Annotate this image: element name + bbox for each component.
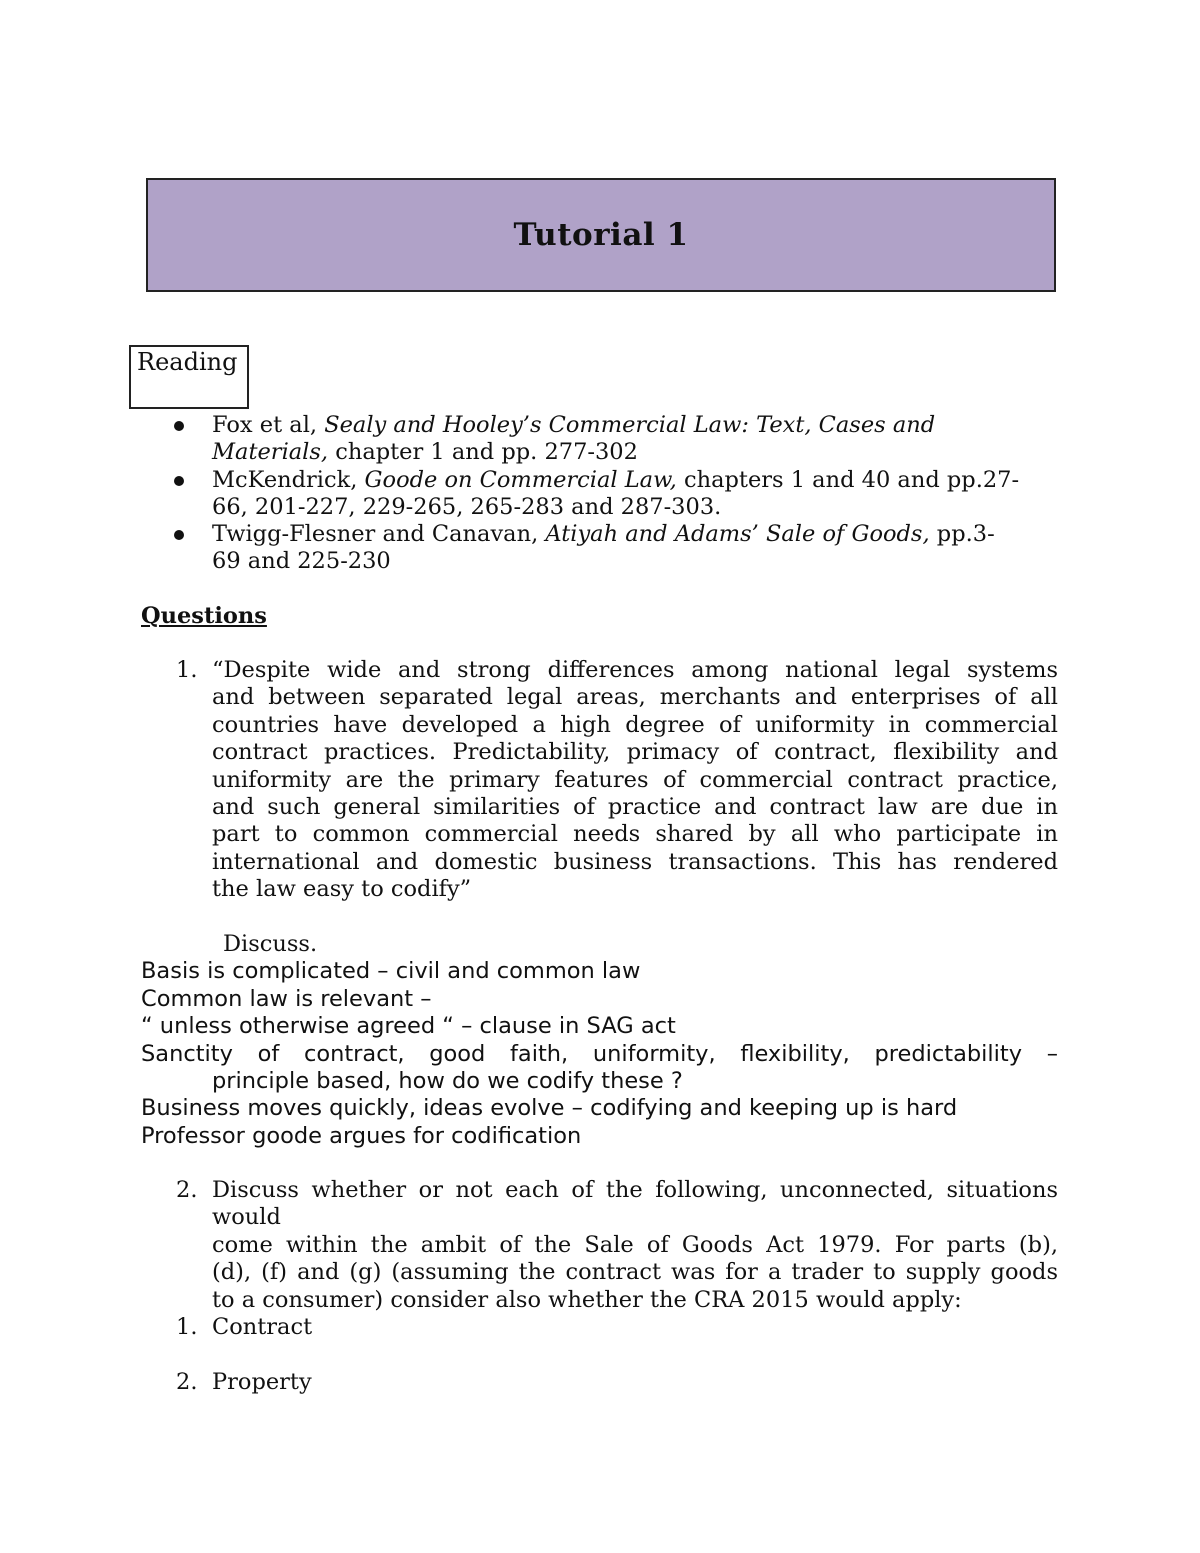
reading-label-box: [129, 345, 249, 409]
note-line: principle based, how do we codify these ?: [212, 1068, 683, 1094]
question-1-text: “Despite wide and strong differences among national legal systems and between separated legal areas, merchants and enterprises of all countries have developed a high degree of uniformity in commercial contract practices. Predictability, primacy of contract, flexibility and uniformity are the primary features of commercial contract practice, and such general similarities of practice and contract law are due in part to common commercial needs shared by all who participate in international and domestic business transactions. This has rendered the law easy to codify”: [212, 657, 1058, 903]
reading-item-2: McKendrick, Goode on Commercial Law, chapters 1 and 40 and pp.27-: [212, 467, 1020, 493]
note-line: Common law is relevant –: [141, 986, 432, 1012]
sub-item-1-number: 1.: [176, 1314, 198, 1340]
reading-item-2-cont: 66, 201-227, 229-265, 265-283 and 287-303.: [212, 494, 722, 520]
sub-item-1-label: Contract: [212, 1314, 313, 1340]
question-1-discuss: Discuss.: [223, 931, 318, 957]
sub-item-2-number: 2.: [176, 1369, 198, 1395]
note-line: Basis is complicated – civil and common law: [141, 958, 641, 984]
page-title: Tutorial 1: [513, 217, 689, 253]
reading-item-1: Fox et al, Sealy and Hooley’s Commercial Law: Text, Cases and: [212, 412, 936, 438]
question-2-text: Discuss whether or not each of the following, unconnected, situations would come within the ambit of the Sale of Goods Act 1979. For parts (b), (d), (f) and (g) (assuming the contract was for a trader to supply goods to a consumer) consider also whether the CRA 2015 would apply:: [212, 1177, 1058, 1313]
reading-label: Reading: [137, 348, 238, 376]
note-line: Sanctity of contract, good faith, uniformity, flexibility, predictability –: [141, 1041, 1058, 1067]
bullet-icon: [174, 530, 184, 540]
question-1-number: 1.: [176, 657, 198, 683]
sub-item-2-label: Property: [212, 1369, 312, 1395]
bullet-icon: [174, 421, 184, 431]
questions-heading: Questions: [141, 603, 267, 629]
bullet-icon: [174, 476, 184, 486]
note-line: Business moves quickly, ideas evolve – codifying and keeping up is hard: [141, 1095, 958, 1121]
note-line: Professor goode argues for codification: [141, 1123, 582, 1149]
reading-item-3: Twigg-Flesner and Canavan, Atiyah and Adams’ Sale of Goods, pp.3-: [212, 521, 995, 547]
note-line: “ unless otherwise agreed “ – clause in SAG act: [141, 1013, 676, 1039]
title-box: [146, 178, 1056, 292]
reading-item-3-cont: 69 and 225-230: [212, 548, 391, 574]
question-2-number: 2.: [176, 1177, 198, 1203]
reading-item-1-cont: Materials, chapter 1 and pp. 277-302: [212, 439, 638, 465]
